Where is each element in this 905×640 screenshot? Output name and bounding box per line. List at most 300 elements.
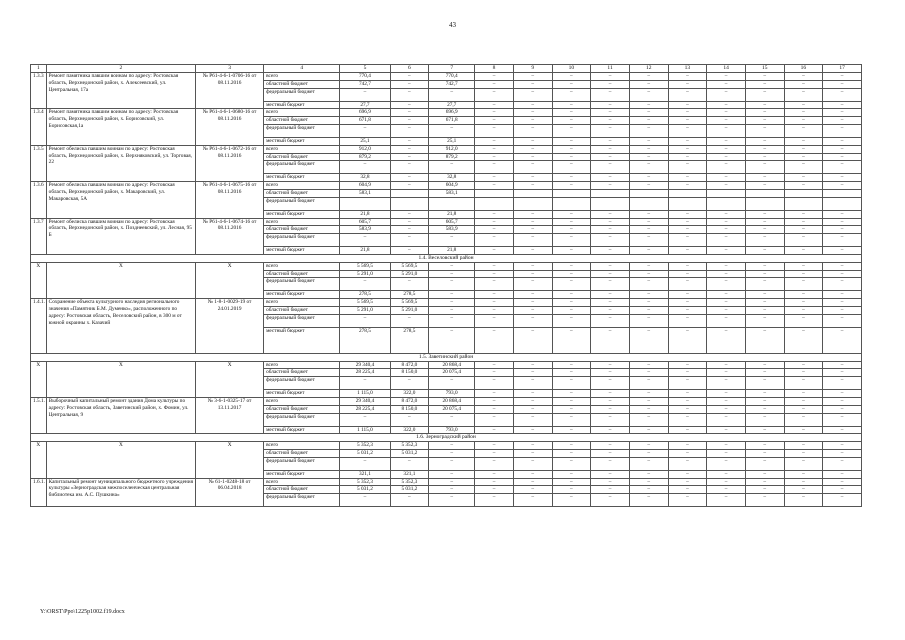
value-col11: – [591,327,630,353]
value-col8: – [475,161,514,174]
value-col15: – [745,218,784,226]
table-row [31,182,862,190]
value-col10: – [552,405,591,413]
table-row [31,145,862,153]
value-col11: – [591,299,630,307]
value-col12: – [629,218,668,226]
value-col14: – [707,117,746,125]
value-col8: – [475,314,514,327]
value-col6: – [390,117,429,125]
value-col17: – [823,413,862,426]
value-col8: – [475,369,514,377]
value-col11: – [591,210,630,218]
table-row [31,73,862,81]
column-header-8: 8 [475,65,514,73]
value-col13: – [668,73,707,81]
table-row [31,397,862,405]
value-col17: – [823,145,862,153]
value-col8: – [475,457,514,470]
value-col10: – [552,117,591,125]
section-row [31,353,862,361]
document-ref: № Р61-4-6-1-0672-16 от 08.11.2016 [196,145,264,181]
value-col12: – [629,494,668,507]
value-col8: – [475,247,514,255]
budget-type: областной бюджет [264,369,340,377]
value-col9: – [513,117,552,125]
budget-type: всего [264,182,340,190]
value-col15: – [745,449,784,457]
value-col8: – [475,73,514,81]
value-col5: 5 352,3 [340,478,390,486]
value-col9: – [513,109,552,117]
value-col6: – [390,494,429,507]
value-col7: 20 868,4 [429,361,475,369]
budget-type: областной бюджет [264,226,340,234]
value-col16: – [784,306,823,314]
value-col5: 912,0 [340,145,390,153]
value-col11 [591,189,630,197]
value-col8: – [475,174,514,182]
value-col11: – [591,278,630,291]
value-col14: – [707,124,746,137]
value-col12: – [629,124,668,137]
value-col10: – [552,377,591,390]
value-col7: – [429,124,475,137]
value-col8: – [475,218,514,226]
value-col17: – [823,226,862,234]
value-col9: – [513,478,552,486]
value-col17 [823,189,862,197]
value-col16: – [784,270,823,278]
value-col9: – [513,291,552,299]
value-col6: – [390,377,429,390]
budget-type: федеральный бюджет [264,161,340,174]
value-col17: – [823,210,862,218]
value-col11: – [591,377,630,390]
value-col13 [668,189,707,197]
value-col12: – [629,226,668,234]
column-header-15: 15 [745,65,784,73]
value-col15: – [745,101,784,109]
value-col11: – [591,73,630,81]
value-col17: – [823,101,862,109]
budget-type: всего [264,478,340,486]
value-col17: – [823,457,862,470]
value-col12: – [629,369,668,377]
value-col9 [513,189,552,197]
value-col14: – [707,478,746,486]
value-col14: – [707,306,746,314]
budget-type: местный бюджет [264,247,340,255]
value-col12: – [629,270,668,278]
value-col5: 25,1 [340,137,390,145]
object-title: Выборочный капитальный ремонт здания Дома культуры по адресу: Ростовская область, Заветинский район, х. Фомин, ул. Центральная, 9 [46,397,195,433]
value-col15: – [745,270,784,278]
value-col14: – [707,449,746,457]
value-col12: – [629,80,668,88]
object-title: Капитальный ремонт муниципального бюджетного учреждения культуры «Зерноградская межпоселенческая центральная библиотека им. А.С. Пушкина» [46,478,195,507]
value-col11: – [591,405,630,413]
document-ref: № Р61-4-6-1-0706-16 от 08.11.2016 [196,73,264,109]
footer-file-path: Y:\ORST\Ppo\1225p1002.f19.docx [40,609,125,615]
value-col9: – [513,426,552,434]
value-col8: – [475,101,514,109]
value-col5: 5 291,0 [340,270,390,278]
value-col13: – [668,234,707,247]
value-col8: – [475,426,514,434]
value-col7: – [429,457,475,470]
value-col8: – [475,361,514,369]
value-col9: – [513,88,552,101]
value-col10: – [552,124,591,137]
object-title: Х [46,361,195,397]
value-col5: 278,5 [340,291,390,299]
value-col15: – [745,405,784,413]
value-col8: – [475,270,514,278]
value-col17: – [823,218,862,226]
value-col12 [629,197,668,210]
value-col7: 793,0 [429,390,475,398]
budget-type: местный бюджет [264,426,340,434]
value-col11: – [591,390,630,398]
value-col10: – [552,80,591,88]
value-col9: – [513,413,552,426]
value-col6: – [390,278,429,291]
document-ref: № Р61-4-6-1-0674-16 от 08.11.2016 [196,218,264,254]
value-col5: 742,7 [340,80,390,88]
value-col12: – [629,101,668,109]
value-col15: – [745,426,784,434]
document-ref: Х [196,442,264,478]
value-col12: – [629,486,668,494]
value-col6: – [390,109,429,117]
value-col13: – [668,218,707,226]
value-col16: – [784,327,823,353]
value-col6: 278,5 [390,291,429,299]
value-col10: – [552,397,591,405]
value-col15: – [745,117,784,125]
budget-type: федеральный бюджет [264,124,340,137]
value-col10 [552,189,591,197]
value-col16: – [784,457,823,470]
budget-type: федеральный бюджет [264,88,340,101]
row-number: Х [31,361,47,397]
value-col5: 1 115,0 [340,390,390,398]
value-col16: – [784,210,823,218]
value-col5: 278,5 [340,327,390,353]
value-col15: – [745,73,784,81]
row-number: 1.6.1. [31,478,47,507]
budget-type: всего [264,145,340,153]
budget-type: областной бюджет [264,486,340,494]
value-col11: – [591,449,630,457]
value-col8: – [475,262,514,270]
row-number: 1.3.4 [31,109,47,145]
value-col12: – [629,153,668,161]
value-col5: 5 569,5 [340,262,390,270]
value-col7: 696,9 [429,109,475,117]
value-col6: 8 472,0 [390,361,429,369]
value-col5: 1 115,0 [340,426,390,434]
value-col13: – [668,413,707,426]
value-col5: – [340,457,390,470]
value-col5: – [340,413,390,426]
value-col15 [745,189,784,197]
value-col15: – [745,182,784,190]
value-col16: – [784,80,823,88]
value-col12: – [629,210,668,218]
value-col10: – [552,161,591,174]
budget-type: всего [264,73,340,81]
value-col14: – [707,73,746,81]
value-col11: – [591,161,630,174]
value-col12: – [629,247,668,255]
value-col11: – [591,314,630,327]
value-col6: – [390,247,429,255]
value-col17: – [823,397,862,405]
value-col7: – [429,486,475,494]
value-col5: 5 291,0 [340,306,390,314]
value-col16: – [784,247,823,255]
budget-type: местный бюджет [264,327,340,353]
object-title: Х [46,262,195,298]
value-col17: – [823,486,862,494]
value-col10: – [552,262,591,270]
column-header-4: 4 [264,65,340,73]
value-col12: – [629,161,668,174]
value-col6: 278,5 [390,327,429,353]
value-col7: 583,1 [429,189,475,197]
value-col7: 742,7 [429,80,475,88]
value-col11: – [591,101,630,109]
value-col8: – [475,88,514,101]
value-col6: – [390,124,429,137]
value-col11: – [591,291,630,299]
value-col13: – [668,117,707,125]
value-col5: – [340,314,390,327]
value-col9: – [513,80,552,88]
budget-type: всего [264,299,340,307]
value-col13: – [668,449,707,457]
value-col16: – [784,486,823,494]
value-col7: – [429,377,475,390]
value-col8 [475,189,514,197]
value-col16: – [784,278,823,291]
value-col9: – [513,182,552,190]
value-col12: – [629,457,668,470]
value-col9: – [513,270,552,278]
value-col5: 29 340,4 [340,361,390,369]
value-col9: – [513,327,552,353]
value-col16: – [784,361,823,369]
value-col11: – [591,486,630,494]
value-col17: – [823,109,862,117]
value-col6: 5 352,3 [390,442,429,450]
value-col10: – [552,413,591,426]
budget-type: областной бюджет [264,306,340,314]
object-title: Сохранение объекта культурного наследия регионального значения «Памятник Б.М. Думенко», расположенного по адресу: Ростовская область, Веселовский район, в 300 м от южной окраины х. Казачий [46,299,195,354]
document-ref: Х [196,361,264,397]
document-ref: Х [196,262,264,298]
value-col17: – [823,327,862,353]
value-col16: – [784,101,823,109]
value-col15: – [745,226,784,234]
value-col12: – [629,390,668,398]
value-col15: – [745,314,784,327]
value-col9: – [513,361,552,369]
value-col10: – [552,278,591,291]
value-col14: – [707,80,746,88]
value-col12: – [629,299,668,307]
value-col11: – [591,137,630,145]
budget-type: областной бюджет [264,80,340,88]
value-col6: – [390,153,429,161]
value-col16: – [784,397,823,405]
document-ref: № 1-8-1-0029-19 от 24.01.2019 [196,299,264,354]
value-col16: – [784,137,823,145]
value-col14: – [707,299,746,307]
budget-type: федеральный бюджет [264,377,340,390]
value-col17: – [823,449,862,457]
value-col15: – [745,291,784,299]
value-col17: – [823,174,862,182]
value-col5: 604,9 [340,182,390,190]
value-col16: – [784,369,823,377]
value-col8: – [475,397,514,405]
value-col17 [823,197,862,210]
budget-type: всего [264,397,340,405]
value-col7: – [429,234,475,247]
value-col7: 27,7 [429,101,475,109]
value-col7: 879,2 [429,153,475,161]
value-col10: – [552,234,591,247]
value-col13: – [668,457,707,470]
value-col5: – [340,234,390,247]
value-col15: – [745,247,784,255]
value-col8: – [475,124,514,137]
value-col17: – [823,369,862,377]
value-col11: – [591,218,630,226]
row-number: 1.3.3 [31,73,47,109]
value-col13: – [668,174,707,182]
value-col10: – [552,101,591,109]
value-col8: – [475,291,514,299]
value-col9: – [513,218,552,226]
budget-type: местный бюджет [264,390,340,398]
value-col14: – [707,247,746,255]
value-col10: – [552,299,591,307]
value-col11: – [591,145,630,153]
value-col7: – [429,470,475,478]
row-number: 1.3.5 [31,145,47,181]
value-col5: 770,4 [340,73,390,81]
value-col5: 5 352,3 [340,442,390,450]
budget-type: федеральный бюджет [264,197,340,210]
value-col12: – [629,426,668,434]
value-col10: – [552,210,591,218]
value-col17: – [823,124,862,137]
value-col17: – [823,442,862,450]
column-header-17: 17 [823,65,862,73]
value-col15: – [745,234,784,247]
value-col7: – [429,442,475,450]
value-col11: – [591,109,630,117]
value-col14: – [707,278,746,291]
value-col16: – [784,299,823,307]
value-col8: – [475,494,514,507]
section-title: 1.5. Заветинский район [31,353,862,361]
value-col10: – [552,109,591,117]
value-col14: – [707,457,746,470]
value-col17: – [823,314,862,327]
value-col14: – [707,413,746,426]
value-col5: 671,8 [340,117,390,125]
value-col5: 5 031,2 [340,449,390,457]
budget-type: всего [264,262,340,270]
value-col9: – [513,137,552,145]
value-col17: – [823,405,862,413]
value-col10: – [552,486,591,494]
value-col17: – [823,299,862,307]
value-col10: – [552,494,591,507]
value-col14: – [707,137,746,145]
value-col14: – [707,262,746,270]
table-row [31,361,862,369]
value-col6: 5 569,5 [390,262,429,270]
value-col10: – [552,314,591,327]
value-col6: – [390,226,429,234]
value-col12 [629,189,668,197]
budget-type: областной бюджет [264,117,340,125]
value-col15: – [745,174,784,182]
value-col14: – [707,218,746,226]
value-col15: – [745,470,784,478]
value-col10: – [552,327,591,353]
value-col10: – [552,390,591,398]
value-col13: – [668,161,707,174]
value-col9: – [513,153,552,161]
value-col14: – [707,88,746,101]
value-col13 [668,197,707,210]
value-col6: 322,0 [390,390,429,398]
value-col12: – [629,449,668,457]
value-col16: – [784,426,823,434]
document-ref: № 61-1-0248-18 от 06.04.2018 [196,478,264,507]
section-row [31,434,862,442]
value-col13: – [668,88,707,101]
value-col9: – [513,101,552,109]
value-col6: – [390,174,429,182]
value-col5 [340,197,390,210]
value-col12: – [629,73,668,81]
value-col6: – [390,413,429,426]
value-col13: – [668,442,707,450]
value-col5: 28 225,4 [340,405,390,413]
value-col15: – [745,369,784,377]
value-col8: – [475,210,514,218]
value-col15: – [745,161,784,174]
budget-type: местный бюджет [264,470,340,478]
value-col8: – [475,234,514,247]
value-col14: – [707,405,746,413]
value-col11: – [591,457,630,470]
value-col15: – [745,361,784,369]
value-col8: – [475,80,514,88]
value-col13: – [668,101,707,109]
value-col11: – [591,442,630,450]
value-col16: – [784,442,823,450]
value-col9: – [513,262,552,270]
